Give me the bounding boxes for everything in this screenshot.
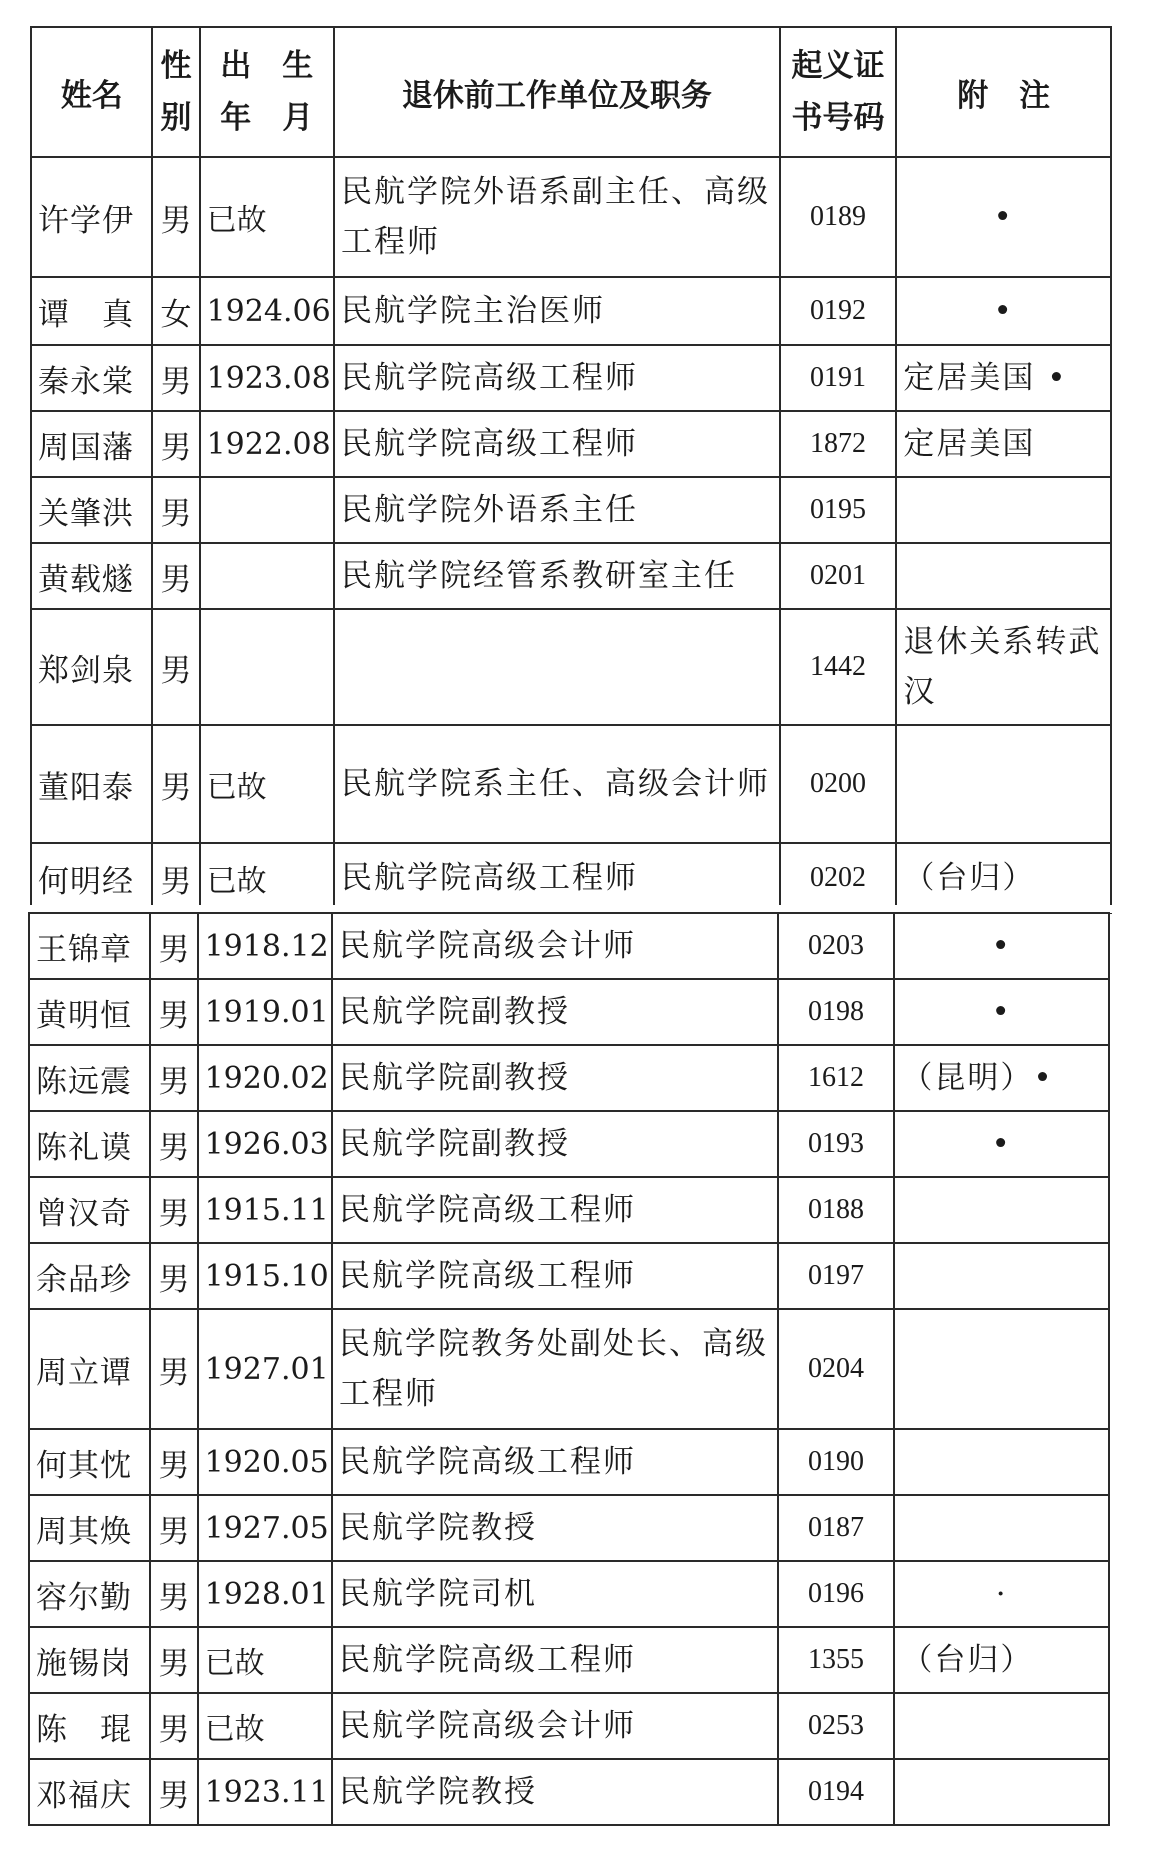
name-cell: 何其忱: [29, 1429, 150, 1495]
cert-number-cell: 0201: [780, 543, 897, 609]
birth-cell: 1922.08: [200, 411, 334, 477]
header-job: 退休前工作单位及职务: [334, 27, 780, 157]
note-cell: （台归）: [894, 1627, 1109, 1693]
birth-cell: 1919.01: [198, 979, 332, 1045]
table-row: [31, 157, 1111, 277]
job-cell: 民航学院副教授: [332, 1045, 778, 1111]
table-row: [29, 1495, 1109, 1561]
sex-cell: 男: [152, 725, 199, 843]
birth-cell: 1920.05: [198, 1429, 332, 1495]
note-cell: （台归）: [896, 843, 1111, 913]
sex-cell: 男: [152, 477, 199, 543]
sex-cell: 男: [152, 609, 199, 725]
table-row: [29, 1429, 1109, 1495]
sex-cell: 男: [150, 1693, 197, 1759]
job-cell: 民航学院司机: [332, 1561, 778, 1627]
cert-number-cell: 0202: [780, 843, 897, 913]
header-note: 附 注: [896, 27, 1111, 157]
birth-cell: 已故: [198, 1693, 332, 1759]
sex-cell: 男: [150, 1627, 197, 1693]
job-cell: 民航学院高级工程师: [332, 1627, 778, 1693]
cert-number-cell: 0204: [778, 1309, 895, 1429]
name-cell: 施锡岗: [29, 1627, 150, 1693]
note-cell: •: [896, 277, 1111, 345]
table-row: [29, 1243, 1109, 1309]
name-cell: 陈礼谟: [29, 1111, 150, 1177]
birth-cell: 已故: [200, 157, 334, 277]
cert-number-cell: 0194: [778, 1759, 895, 1825]
sex-cell: 男: [150, 1243, 197, 1309]
name-cell: 秦永棠: [31, 345, 152, 411]
sex-cell: 男: [150, 913, 197, 979]
sex-cell: 男: [152, 411, 199, 477]
cert-number-cell: 0200: [780, 725, 897, 843]
name-cell: 陈远震: [29, 1045, 150, 1111]
cert-number-cell: 1872: [780, 411, 897, 477]
note-cell: 定居美国: [896, 411, 1111, 477]
cert-number-cell: 0196: [778, 1561, 895, 1627]
sex-cell: 男: [150, 1111, 197, 1177]
name-cell: 黄载燧: [31, 543, 152, 609]
birth-cell: 1918.12: [198, 913, 332, 979]
birth-cell: 1920.02: [198, 1045, 332, 1111]
job-cell: [334, 609, 780, 725]
table-row: [31, 543, 1111, 609]
birth-cell: 已故: [200, 843, 334, 913]
cert-number-cell: 1355: [778, 1627, 895, 1693]
cert-number-cell: 0193: [778, 1111, 895, 1177]
note-cell: •: [894, 979, 1109, 1045]
header-sex-line2: 别: [160, 100, 192, 136]
name-cell: 曾汉奇: [29, 1177, 150, 1243]
note-cell: [894, 1177, 1109, 1243]
table-row: [29, 979, 1109, 1045]
name-cell: 容尔勤: [29, 1561, 150, 1627]
birth-cell: 1926.03: [198, 1111, 332, 1177]
job-cell: 民航学院高级工程师: [332, 1243, 778, 1309]
cert-number-cell: 0203: [778, 913, 895, 979]
cert-number-cell: 1612: [778, 1045, 895, 1111]
job-cell: 民航学院教授: [332, 1759, 778, 1825]
birth-cell: [200, 477, 334, 543]
name-cell: 关肇洪: [31, 477, 152, 543]
name-cell: 郑剑泉: [31, 609, 152, 725]
note-cell: （昆明）•: [894, 1045, 1109, 1111]
cert-number-cell: 0198: [778, 979, 895, 1045]
job-cell: 民航学院高级工程师: [334, 843, 780, 913]
sex-cell: 男: [152, 543, 199, 609]
birth-cell: 已故: [198, 1627, 332, 1693]
name-cell: 董阳泰: [31, 725, 152, 843]
birth-cell: 1915.10: [198, 1243, 332, 1309]
name-cell: 余品珍: [29, 1243, 150, 1309]
job-cell: 民航学院外语系副主任、高级工程师: [334, 157, 780, 277]
cert-number-cell: 0253: [778, 1693, 895, 1759]
cert-number-cell: 0191: [780, 345, 897, 411]
job-cell: 民航学院教务处副处长、高级工程师: [332, 1309, 778, 1429]
name-cell: 陈 琨: [29, 1693, 150, 1759]
sex-cell: 男: [150, 1045, 197, 1111]
job-cell: 民航学院副教授: [332, 1111, 778, 1177]
table-row: [29, 1111, 1109, 1177]
header-cert-line1: 起义证: [791, 48, 885, 84]
cert-number-cell: 0197: [778, 1243, 895, 1309]
table-row: [29, 913, 1109, 979]
cert-number-cell: 1442: [780, 609, 897, 725]
table-row: [29, 1561, 1109, 1627]
birth-cell: 已故: [200, 725, 334, 843]
name-cell: 周立谭: [29, 1309, 150, 1429]
table-row: [31, 277, 1111, 345]
job-cell: 民航学院高级会计师: [332, 913, 778, 979]
table-row: [31, 843, 1111, 913]
job-cell: 民航学院高级工程师: [332, 1429, 778, 1495]
table-row: [29, 1309, 1109, 1429]
header-birth-line1: 出 生: [220, 48, 314, 84]
sex-cell: 男: [150, 1759, 197, 1825]
table-row: [31, 411, 1111, 477]
sex-cell: 男: [150, 1177, 197, 1243]
sex-cell: 男: [150, 1561, 197, 1627]
job-cell: 民航学院高级工程师: [334, 411, 780, 477]
job-cell: 民航学院系主任、高级会计师: [334, 725, 780, 843]
cert-number-cell: 0187: [778, 1495, 895, 1561]
note-cell: ·: [894, 1561, 1109, 1627]
birth-cell: 1928.01: [198, 1561, 332, 1627]
header-sex: [152, 27, 199, 157]
note-cell: [896, 477, 1111, 543]
note-cell: [894, 1309, 1109, 1429]
name-cell: 许学伊: [31, 157, 152, 277]
cert-number-cell: 0190: [778, 1429, 895, 1495]
note-cell: [896, 543, 1111, 609]
job-cell: 民航学院高级工程师: [334, 345, 780, 411]
table-row: [31, 477, 1111, 543]
cert-number-cell: 0192: [780, 277, 897, 345]
header-birth-line2: 年 月: [220, 100, 314, 136]
roster-table-bottom: [28, 912, 1110, 1826]
job-cell: 民航学院高级会计师: [332, 1693, 778, 1759]
birth-cell: 1927.01: [198, 1309, 332, 1429]
cert-number-cell: 0195: [780, 477, 897, 543]
table-row: [29, 1759, 1109, 1825]
table-row: [29, 1177, 1109, 1243]
birth-cell: [200, 543, 334, 609]
note-cell: [894, 1495, 1109, 1561]
sex-cell: 男: [152, 345, 199, 411]
header-row: [31, 27, 1111, 157]
roster-table-top: [30, 26, 1112, 914]
name-cell: 王锦章: [29, 913, 150, 979]
birth-cell: 1923.08: [200, 345, 334, 411]
table-row: [29, 1693, 1109, 1759]
job-cell: 民航学院教授: [332, 1495, 778, 1561]
birth-cell: 1923.11: [198, 1759, 332, 1825]
note-cell: •: [894, 913, 1109, 979]
job-cell: 民航学院高级工程师: [332, 1177, 778, 1243]
header-cert-line2: 书号码: [791, 100, 885, 136]
name-cell: 何明经: [31, 843, 152, 913]
name-cell: 谭 真: [31, 277, 152, 345]
header-sex-line1: 性: [160, 48, 192, 84]
name-cell: 周国藩: [31, 411, 152, 477]
note-cell: •: [894, 1111, 1109, 1177]
name-cell: 邓福庆: [29, 1759, 150, 1825]
name-cell: 周其焕: [29, 1495, 150, 1561]
note-cell: •: [896, 157, 1111, 277]
note-cell: [894, 1693, 1109, 1759]
job-cell: 民航学院经管系教研室主任: [334, 543, 780, 609]
job-cell: 民航学院副教授: [332, 979, 778, 1045]
note-cell: [894, 1759, 1109, 1825]
job-cell: 民航学院主治医师: [334, 277, 780, 345]
sex-cell: 女: [152, 277, 199, 345]
birth-cell: [200, 609, 334, 725]
birth-cell: 1924.06: [200, 277, 334, 345]
sex-cell: 男: [150, 1495, 197, 1561]
job-cell: 民航学院外语系主任: [334, 477, 780, 543]
note-cell: [894, 1243, 1109, 1309]
table-row: [31, 609, 1111, 725]
header-birth: [200, 27, 334, 157]
sex-cell: 男: [152, 157, 199, 277]
note-cell: 定居美国 •: [896, 345, 1111, 411]
header-cert: [780, 27, 897, 157]
cert-number-cell: 0188: [778, 1177, 895, 1243]
header-name: 姓名: [31, 27, 152, 157]
table-row: [29, 1045, 1109, 1111]
cert-number-cell: 0189: [780, 157, 897, 277]
birth-cell: 1927.05: [198, 1495, 332, 1561]
birth-cell: 1915.11: [198, 1177, 332, 1243]
sex-cell: 男: [150, 1309, 197, 1429]
table-row: [31, 345, 1111, 411]
note-cell: 退休关系转武汉: [896, 609, 1111, 725]
sex-cell: 男: [150, 1429, 197, 1495]
table-row: [31, 725, 1111, 843]
name-cell: 黄明恒: [29, 979, 150, 1045]
sex-cell: 男: [152, 843, 199, 913]
table-row: [29, 1627, 1109, 1693]
note-cell: [894, 1429, 1109, 1495]
note-cell: [896, 725, 1111, 843]
sex-cell: 男: [150, 979, 197, 1045]
